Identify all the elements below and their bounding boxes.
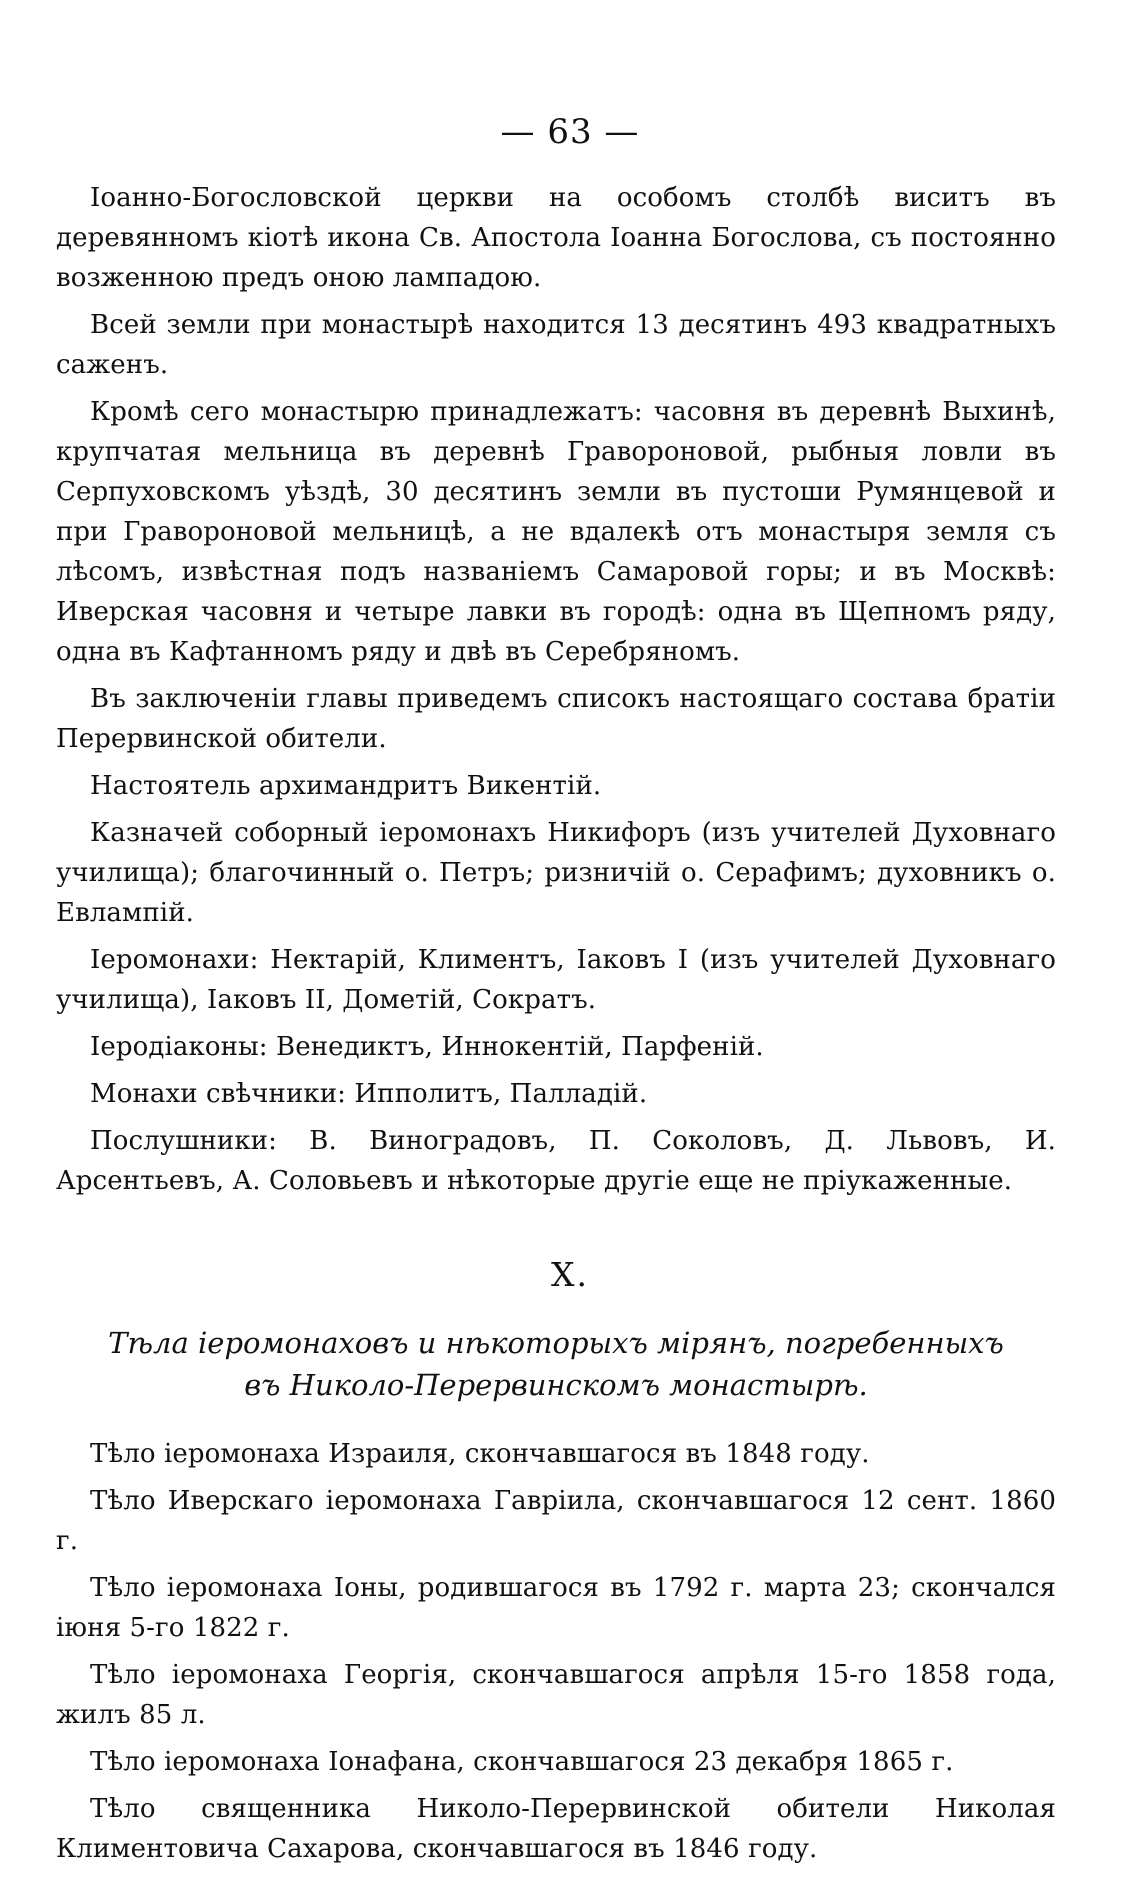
burial-entry: Тѣло священника Николо-Перервинской обители Николая Климентовича Сахарова, скончавшагося въ 1846 году.	[56, 1794, 1056, 1864]
burial-entry: Тѣло іеромонаха Израиля, скончавшагося въ 1848 году.	[90, 1439, 870, 1469]
paragraph-holdings: Кромѣ сего монастырю принадлежатъ: часовня въ деревнѣ Выхинѣ, крупчатая мельница въ деревнѣ Гравороновой, рыбныя ловли въ Серпуховскомъ уѣздѣ, 30 десятинъ земли въ пустоши Румянцевой и при Гравороновой мельницѣ, а не вдалекѣ отъ монастыря земля съ лѣсомъ, извѣстная подъ названіемъ Самаровой горы; и въ Москвѣ: Иверская часовня и четыре лавки въ городѣ: одна въ Щепномъ ряду, одна въ Кафтанномъ ряду и двѣ въ Серебряномъ.	[56, 397, 1056, 667]
upper-text-block	[56, 178, 1056, 1201]
section-number: X.	[551, 1255, 589, 1294]
paragraph-land-area: Всей земли при монастырѣ находится 13 десятинъ 493 квадратныхъ саженъ.	[56, 310, 1056, 380]
paragraph-monks: Монахи свѣчники: Ипполитъ, Палладій.	[90, 1079, 648, 1109]
paragraph-brethren-intro: Въ заключеніи главы приведемъ списокъ настоящаго состава братіи Перервинской обители.	[56, 684, 1056, 754]
burial-entry: Тѣло іеромонаха Георгія, скончавшагося апрѣля 15-го 1858 года, жилъ 85 л.	[56, 1660, 1056, 1730]
paragraph-abbot: Настоятель архимандритъ Викентій.	[90, 771, 602, 801]
burial-entry: Тѣло іеромонаха Іоны, родившагося въ 1792 г. марта 23; скончался іюня 5-го 1822 г.	[56, 1573, 1056, 1643]
page-number: — 63 —	[500, 112, 640, 152]
burial-entry: Тѣло іеромонаха Іонафана, скончавшагося 23 декабря 1865 г.	[90, 1747, 954, 1777]
paragraph-hierodeacons: Іеродіаконы: Венедиктъ, Иннокентій, Парфеній.	[90, 1032, 764, 1062]
paragraph-icon-description: Іоанно-Богословской церкви на особомъ столбѣ виситъ въ деревянномъ кіотѣ икона Св. Апостола Іоанна Богослова, съ постоянно возженною предъ оною лампадою.	[56, 183, 1056, 293]
section-title-line-2: въ Николо-Перервинскомъ монастырѣ.	[244, 1368, 868, 1402]
lower-text-block	[56, 1434, 1056, 1869]
section-title	[56, 1322, 1056, 1406]
section-title-line-1: Тѣла іеромонаховъ и нѣкоторыхъ мірянъ, погребенныхъ	[108, 1326, 1004, 1360]
burial-entry: Тѣло Иверскаго іеромонаха Гавріила, скончавшагося 12 сент. 1860 г.	[56, 1486, 1056, 1556]
paragraph-novices: Послушники: В. Виноградовъ, П. Соколовъ, Д. Львовъ, И. Арсентьевъ, А. Соловьевъ и нѣкоторые другіе еще не пріукаженные.	[56, 1126, 1056, 1196]
paragraph-hieromonks: Іеромонахи: Нектарій, Климентъ, Іаковъ I (изъ учителей Духовнаго училища), Іаковъ II, Дометій, Сократъ.	[56, 945, 1056, 1015]
paragraph-officials: Казначей соборный іеромонахъ Никифоръ (изъ учителей Духовнаго училища); благочинный о. Петръ; ризничій о. Серафимъ; духовникъ о. Евлампій.	[56, 818, 1056, 928]
